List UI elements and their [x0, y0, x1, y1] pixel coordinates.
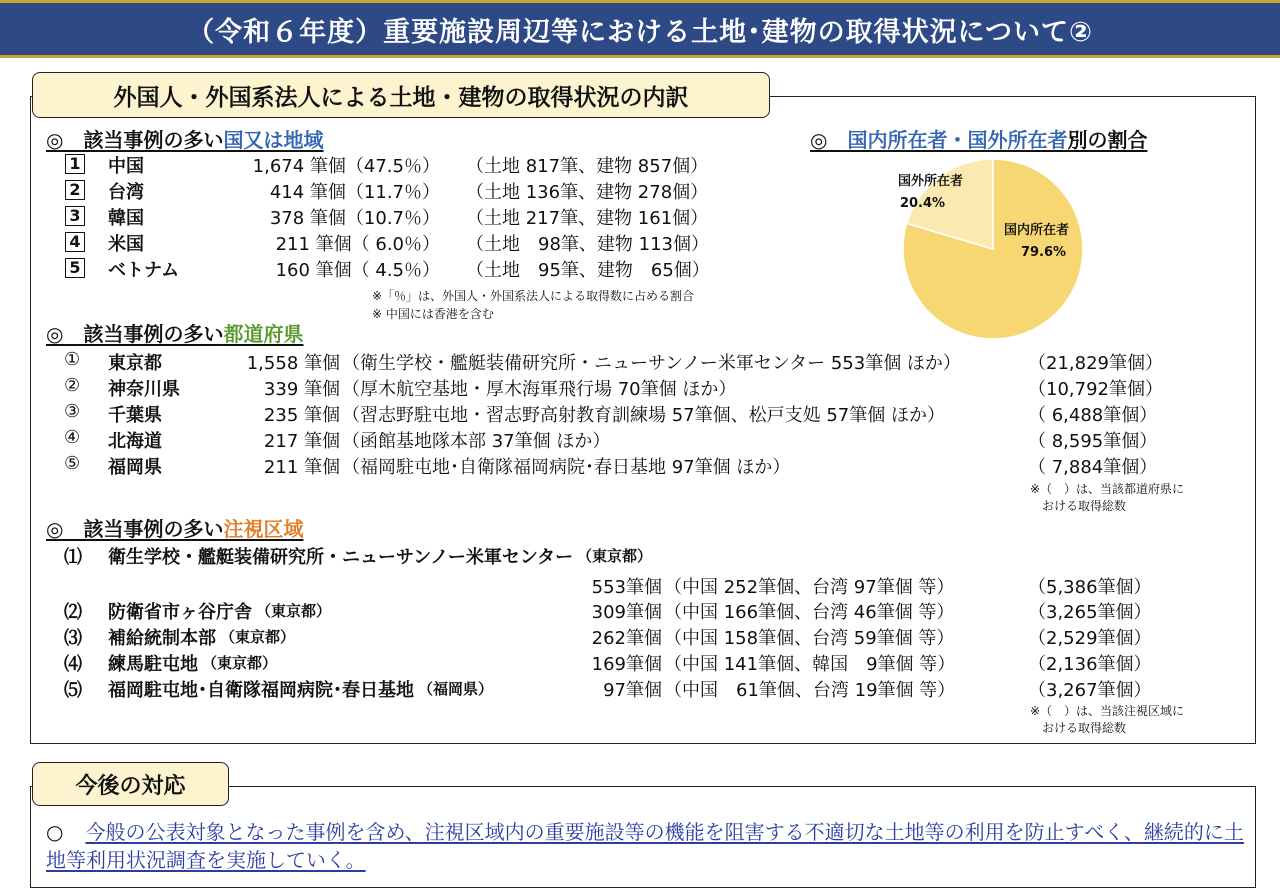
country-row — [0, 152, 1280, 178]
prefecture-detail: （衛生学校・艦艇装備研究所・ニューサンノー米軍センター 553筆個 ほか） — [342, 353, 961, 374]
pie-label-overseas-name: 国外所在者 — [898, 174, 964, 189]
country-detail: （土地 217筆、建物 161個） — [466, 208, 709, 229]
pie-label-domestic — [1004, 220, 1069, 264]
prefecture-row — [0, 349, 1280, 375]
zone-rank-number: ⑵ — [64, 602, 82, 623]
response-bullet: ○ — [46, 820, 64, 844]
country-rank-number: 1 — [65, 154, 85, 174]
prefecture-name: 北海道 — [108, 431, 162, 452]
zone-total: （3,267筆個） — [1028, 680, 1152, 701]
zones-note-2: おける取得総数 — [1042, 721, 1127, 735]
zone-value-row — [0, 598, 1280, 624]
country-count: 378 筆個（10.7％） — [269, 208, 440, 229]
prefecture-rank-number: ② — [64, 375, 81, 396]
zones-heading — [46, 513, 303, 542]
zone-detail: （中国 166筆個、台湾 46筆個 等） — [664, 602, 955, 623]
country-detail: （土地 817筆、建物 857個） — [466, 156, 709, 177]
prefecture-name: 東京都 — [108, 353, 162, 374]
country-rank-number: 4 — [65, 232, 85, 252]
main-section-tab: 外国人・外国系法人による土地・建物の取得状況の内訳 — [32, 72, 770, 118]
zones-heading-prefix: ◎ 該当事例の多い — [46, 517, 224, 541]
zone-total: （2,529筆個） — [1028, 628, 1152, 649]
zone-count: 262筆個 — [591, 628, 662, 649]
country-name: 中国 — [108, 156, 144, 177]
prefectures-heading-prefix: ◎ 該当事例の多い — [46, 322, 224, 346]
zone-name: 福岡駐屯地･自衛隊福岡病院･春日基地 — [108, 680, 414, 701]
prefecture-count: 217 筆個 — [263, 431, 340, 452]
pie-label-overseas-value: 20.4% — [899, 196, 946, 211]
country-detail: （土地 95筆、建物 65個） — [466, 260, 710, 281]
prefecture-count: 211 筆個 — [263, 457, 340, 478]
prefectures-note-2: おける取得総数 — [1042, 499, 1127, 513]
prefecture-total: （10,792筆個） — [1028, 379, 1163, 400]
country-rank-number: 5 — [65, 258, 85, 278]
country-row — [0, 230, 1280, 256]
zone-prefecture: （福岡県） — [418, 680, 494, 698]
ratio-heading-highlight: 国内所在者・国外所在者 — [847, 128, 1068, 152]
prefectures-heading-highlight: 都道府県 — [223, 322, 304, 346]
zones-heading-highlight: 注視区域 — [223, 517, 304, 541]
zone-rank-number: ⑴ — [64, 547, 82, 568]
zone-prefecture: （東京都） — [202, 654, 278, 672]
zone-row — [0, 543, 1280, 569]
zone-detail: （中国 61筆個、台湾 19筆個 等） — [664, 680, 956, 701]
zone-count: 553筆個 — [591, 577, 662, 598]
zone-total: （3,265筆個） — [1028, 602, 1152, 623]
prefecture-count: 339 筆個 — [263, 379, 340, 400]
zone-rank-number: ⑶ — [64, 628, 82, 649]
zone-name: 衛生学校・艦艇装備研究所・ニューサンノー米軍センター — [108, 547, 574, 568]
zone-detail: （中国 141筆個、韓国 9筆個 等） — [664, 654, 956, 675]
prefecture-count: 1,558 筆個 — [246, 353, 340, 374]
prefecture-total: （ 6,488筆個） — [1028, 405, 1158, 426]
country-count: 1,674 筆個（47.5％） — [252, 156, 440, 177]
response-text — [46, 818, 1246, 874]
zone-name: 補給統制本部 — [108, 628, 216, 649]
prefecture-rank-number: ④ — [64, 427, 81, 448]
zone-detail: （中国 252筆個、台湾 97筆個 等） — [664, 577, 955, 598]
country-detail: （土地 136筆、建物 278個） — [466, 182, 709, 203]
pie-label-domestic-name: 国内所在者 — [1004, 223, 1070, 238]
zone-count: 97筆個 — [603, 680, 662, 701]
prefecture-total: （21,829筆個） — [1028, 353, 1163, 374]
prefecture-detail: （厚木航空基地・厚木海軍飛行場 70筆個 ほか） — [342, 379, 737, 400]
prefecture-row — [0, 453, 1280, 479]
countries-note-2: ※ 中国には香港を含む — [372, 307, 494, 321]
prefecture-rank-number: ⑤ — [64, 453, 81, 474]
country-detail: （土地 98筆、建物 113個） — [466, 234, 709, 255]
prefecture-detail: （福岡駐屯地･自衛隊福岡病院･春日基地 97筆個 ほか） — [342, 457, 791, 478]
country-count: 414 筆個（11.7％） — [269, 182, 440, 203]
ratio-heading-suffix: 別の割合 — [1067, 128, 1148, 152]
prefecture-row — [0, 427, 1280, 453]
zone-name: 練馬駐屯地 — [108, 654, 198, 675]
page-title: （令和６年度）重要施設周辺等における土地･建物の取得状況について② — [0, 0, 1280, 58]
prefecture-total: （ 8,595筆個） — [1028, 431, 1158, 452]
pie-label-domestic-value: 79.6% — [1020, 245, 1067, 260]
country-name: 米国 — [108, 234, 144, 255]
zone-prefecture: （東京都） — [256, 602, 332, 620]
country-name: ベトナム — [108, 260, 180, 281]
countries-heading — [46, 124, 323, 153]
countries-note-1: ※「％」は、外国人・外国系法人による取得数に占める割合 — [372, 289, 695, 303]
prefectures-heading — [46, 318, 303, 347]
prefecture-row — [0, 401, 1280, 427]
country-rank-number: 3 — [65, 206, 85, 226]
countries-heading-prefix: ◎ 該当事例の多い — [46, 128, 224, 152]
zone-value-row — [0, 624, 1280, 650]
country-name: 韓国 — [108, 208, 144, 229]
zone-rank-number: ⑸ — [64, 680, 82, 701]
zone-value-row — [0, 650, 1280, 676]
country-row — [0, 204, 1280, 230]
response-tab: 今後の対応 — [32, 762, 229, 806]
zone-prefecture: （東京都） — [577, 547, 653, 565]
prefecture-detail: （習志野駐屯地・習志野高射教育訓練場 57筆個、松戸支処 57筆個 ほか） — [342, 405, 945, 426]
prefecture-total: （ 7,884筆個） — [1028, 457, 1158, 478]
zone-total: （2,136筆個） — [1028, 654, 1152, 675]
countries-heading-highlight: 国又は地域 — [223, 128, 324, 152]
pie-label-overseas — [898, 171, 963, 215]
prefecture-rank-number: ③ — [64, 401, 81, 422]
zone-prefecture: （東京都） — [220, 628, 296, 646]
country-row — [0, 178, 1280, 204]
country-rank-number: 2 — [65, 180, 85, 200]
prefecture-rank-number: ① — [64, 349, 81, 370]
prefecture-name: 神奈川県 — [108, 379, 180, 400]
zone-value-row — [0, 676, 1280, 702]
prefecture-name: 福岡県 — [108, 457, 162, 478]
prefecture-detail: （函館基地隊本部 37筆個 ほか） — [342, 431, 611, 452]
zone-count: 309筆個 — [591, 602, 662, 623]
zone-rank-number: ⑷ — [64, 654, 82, 675]
zone-value-row — [0, 573, 1280, 599]
zone-count: 169筆個 — [591, 654, 662, 675]
country-row — [0, 256, 1280, 282]
prefecture-name: 千葉県 — [108, 405, 162, 426]
prefecture-row — [0, 375, 1280, 401]
country-count: 211 筆個（ 6.0％） — [275, 234, 440, 255]
zone-name: 防衛省市ヶ谷庁舎 — [108, 602, 252, 623]
zone-detail: （中国 158筆個、台湾 59筆個 等） — [664, 628, 955, 649]
country-name: 台湾 — [108, 182, 144, 203]
prefectures-note-1: ※（ ）は、当該都道府県に — [1030, 482, 1185, 496]
response-body: 今般の公表対象となった事例を含め、注視区域内の重要施設等の機能を阻害する不適切な土地等の利用を防止すべく、継続的に土地等利用状況調査を実施していく。 — [46, 820, 1244, 872]
ratio-heading — [810, 124, 1147, 153]
country-count: 160 筆個（ 4.5％） — [275, 260, 440, 281]
zones-note-1: ※（ ）は、当該注視区域に — [1030, 704, 1185, 718]
zone-total: （5,386筆個） — [1028, 577, 1152, 598]
prefecture-count: 235 筆個 — [263, 405, 340, 426]
ratio-heading-prefix: ◎ — [810, 128, 848, 152]
